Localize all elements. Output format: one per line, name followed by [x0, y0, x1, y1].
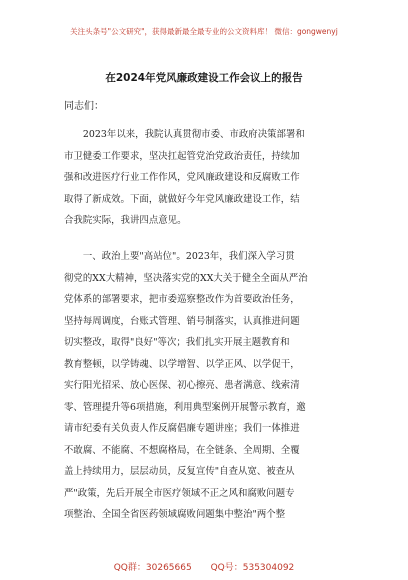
paragraph-line: 市卫健委工作要求，坚决扛起管党治党政治责任，持续加	[64, 150, 300, 162]
footer-contact	[0, 560, 408, 573]
paragraph-line: 请市纪委有关负责人作反腐倡廉专题讲座；我们一体推进	[64, 423, 300, 434]
paragraph-line: 强和改进医疗行业工作作风，党风廉政建设和反腐败工作	[64, 172, 300, 183]
paragraph-line: 不敢腐、不能腐、不想腐格局，在全链条、全周期、全覆	[64, 444, 300, 456]
salutation: 同志们：	[64, 101, 104, 112]
paragraph-line: 取得了新成效。下面，就做好今年党风廉政建设工作，结	[64, 193, 300, 205]
paragraph-line: 合我院实际，我讲四点意见。	[64, 215, 187, 226]
paragraph-line: 零、管理提升等6项措施，利用典型案例开展警示教育，邀	[64, 401, 306, 413]
paragraph-line: 一、政治上要"高站位"。2023年，我们深入学习贯	[64, 251, 295, 262]
paragraph-line: 项整治、全国全省医药领域腐败问题集中整治"两个整	[64, 509, 286, 520]
paragraph-line: 严"政策，先后开展全市医疗领域不正之风和腐败问题专	[64, 487, 295, 499]
document-title: 在2024年党风廉政建设工作会议上的报告	[105, 72, 303, 84]
paragraph-line: 彻党的XX大精神，坚决落实党的XX大关于健全全面从严治	[64, 272, 308, 284]
paragraph-intro	[64, 124, 347, 232]
footer-qq-group: QQ群：30265665	[113, 563, 192, 573]
footer-qq-number: QQ号：535304092	[210, 563, 295, 573]
paragraph-line: 2023年以来，我院认真贯彻市委、市政府决策部署和	[64, 129, 305, 140]
paragraph-line: 切实整改，取得"良好"等次；我们扎实开展主题教育和	[64, 337, 290, 348]
paragraph-line: 教育整顿，以学铸魂、以学增智、以学正风、以学促干，	[64, 358, 300, 370]
paragraph-political	[64, 246, 347, 526]
paragraph-line: 实行阳光招采、放心医保、初心擦亮、患者满意、线索清	[64, 380, 300, 391]
header-note: 关注头条号"公文研究"，获得最新最全最专业的公文资料库！ 微信：gongwenyj	[70, 27, 338, 36]
paragraph-line: 坚持每周调度，台账式管理、销号制落实，认真推进问题	[64, 315, 300, 327]
paragraph-line: 盖上持续用力，层层动员，反复宣传"自查从宽、被查从	[64, 466, 295, 477]
paragraph-line: 党体系的部署要求，把市委巡察整改作为首要政治任务，	[64, 294, 300, 305]
